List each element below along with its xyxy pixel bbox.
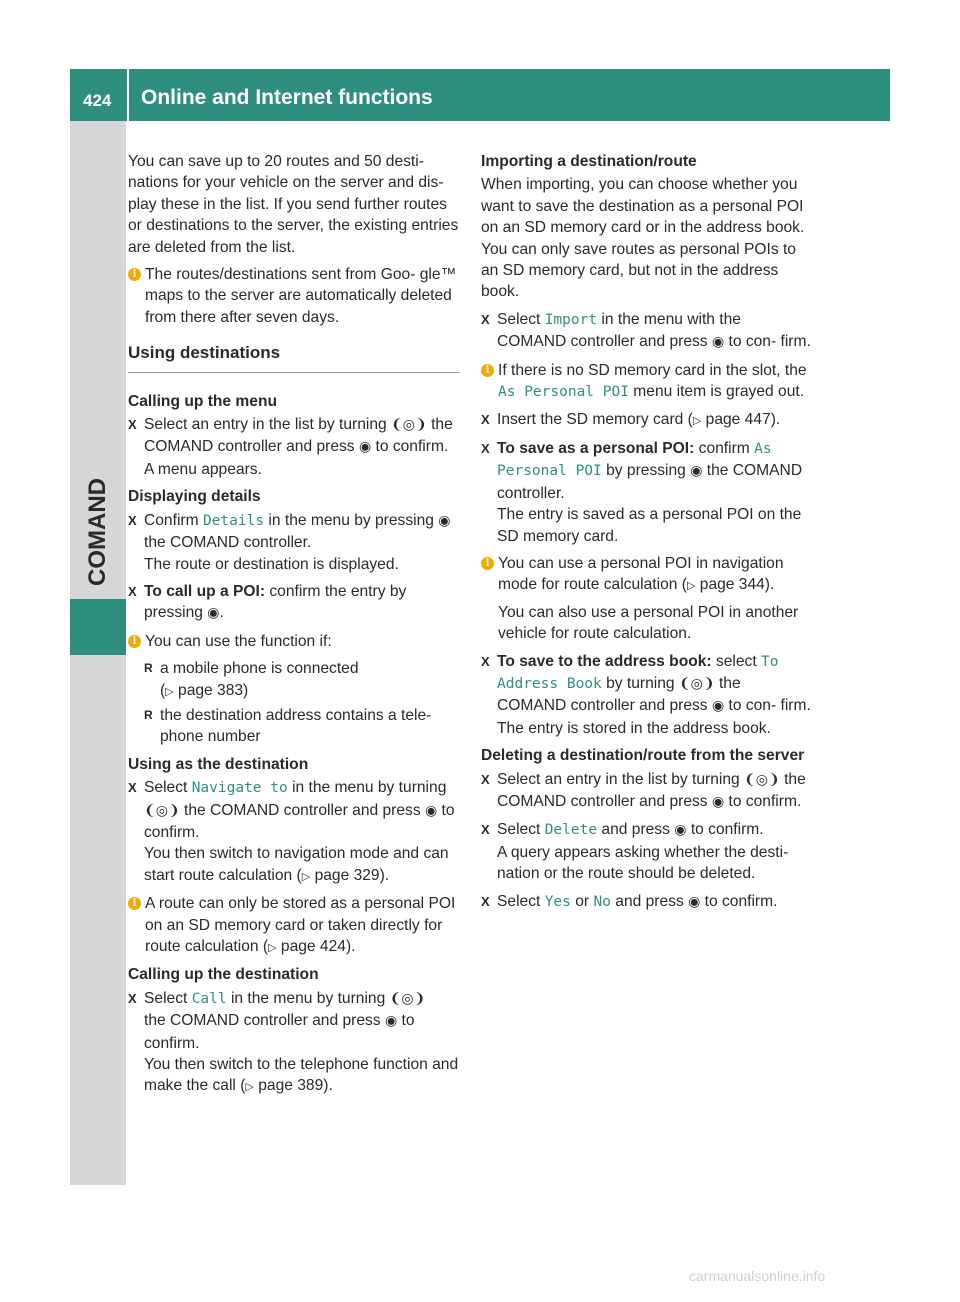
press-controller-icon: ◉	[711, 698, 725, 715]
left-column	[128, 151, 460, 1104]
step-text: confirm the entry by pressing	[144, 582, 407, 622]
step-text: by pressing	[606, 462, 686, 480]
step-text: Select	[144, 779, 188, 797]
instruction-step	[481, 891, 813, 913]
step-text: Confirm	[144, 511, 199, 529]
press-controller-icon: ◉	[690, 463, 703, 480]
step-text: the COMAND controller and press	[144, 416, 453, 456]
step-text: the COMAND controller.	[497, 462, 803, 502]
info-note	[481, 360, 813, 404]
press-controller-icon: ◉	[438, 512, 451, 529]
step-text: select	[715, 652, 757, 670]
instruction-step	[481, 769, 813, 814]
page-title: Online and Internet functions	[141, 86, 433, 109]
step-result: The entry is saved as a personal POI on the SD memory card.	[497, 506, 802, 545]
press-controller-icon: ◉	[688, 893, 701, 910]
instruction-step	[128, 777, 460, 887]
press-controller-icon: ◉	[424, 802, 438, 819]
instruction-step	[128, 581, 460, 625]
instruction-step	[481, 409, 813, 431]
info-text: You can use a personal POI in navigation mode for route calculation (	[498, 554, 784, 594]
step-result: The route or destination is displayed.	[144, 555, 399, 573]
info-icon: i	[481, 557, 494, 570]
step-text: in the menu by turning	[292, 779, 447, 797]
instruction-step	[128, 414, 460, 480]
step-text: to con- firm.	[728, 333, 811, 351]
turn-controller-icon: ❨◎❩	[391, 417, 427, 434]
subheading: Displaying details	[128, 488, 261, 506]
info-text: You can use the function if:	[145, 632, 332, 650]
menu-item-code: Call	[191, 990, 227, 1007]
instruction-step	[128, 510, 460, 575]
info-text: menu item is grayed out.	[633, 383, 805, 401]
step-text: to con- firm.	[728, 697, 811, 715]
bullet-item: R a mobile phone is connected (▷ page 383)	[144, 658, 460, 702]
menu-item-code: Navigate to	[191, 780, 288, 797]
page-reference: page 329).	[314, 866, 390, 884]
instruction-step	[481, 819, 813, 884]
step-text: the COMAND controller and press	[144, 1012, 381, 1030]
step-result: The entry is stored in the address book.	[497, 719, 771, 737]
footer-watermark: carmanualsonline.info	[689, 1268, 826, 1284]
page-ref-arrow-icon: ▷	[686, 579, 696, 593]
step-text: in the menu by pressing	[268, 511, 434, 529]
step-text: the COMAND controller and press	[497, 770, 806, 810]
step-text: to confirm.	[704, 892, 778, 910]
side-tab-marker	[70, 599, 126, 655]
info-text: A route can only be stored as a personal POI on an SD memory card or taken directly for route calculation (	[145, 895, 456, 955]
info-icon: i	[128, 268, 141, 281]
press-controller-icon: ◉	[384, 1013, 398, 1030]
step-bold-label: To call up a POI:	[144, 582, 266, 600]
subheading: Using as the destination	[128, 755, 309, 773]
step-text: to confirm.	[375, 438, 449, 456]
step-text: Select	[497, 310, 541, 328]
header-divider	[127, 69, 129, 121]
menu-item-code: As Personal POI	[498, 384, 629, 401]
step-text: or	[575, 892, 590, 910]
press-controller-icon: ◉	[207, 605, 220, 622]
step-text: by turning	[606, 674, 675, 692]
info-note	[128, 631, 460, 652]
step-text: and press	[601, 821, 670, 839]
turn-controller-icon: ❨◎❩	[144, 802, 180, 819]
page-reference: page 424).	[280, 938, 356, 955]
turn-controller-icon: ❨◎❩	[678, 675, 715, 692]
info-note	[128, 264, 460, 328]
bullet-item	[144, 705, 460, 748]
subheading: Calling up the destination	[128, 966, 319, 984]
body-paragraph: When importing, you can choose whether you want to save the destination as a personal POI on an SD memory card or in the address book. You can only save routes as personal POIs to an SD memory card, but not in the address book.	[481, 176, 805, 301]
menu-item-code: As Personal POI	[497, 440, 772, 480]
step-result: A menu appears.	[144, 460, 262, 478]
right-column	[481, 151, 813, 919]
page-reference: page 389).	[258, 1077, 333, 1095]
step-text: in the menu with the COMAND controller and press	[497, 310, 741, 351]
info-text: You can also use a personal POI in another vehicle for route calculation.	[498, 603, 799, 643]
page-ref-arrow-icon: ▷	[245, 1080, 254, 1094]
press-controller-icon: ◉	[711, 334, 725, 351]
page-number: 424	[83, 91, 112, 110]
info-icon: i	[481, 364, 494, 377]
step-text: Select an entry in the list by turning	[144, 416, 387, 434]
instruction-step	[481, 438, 813, 547]
step-text: the COMAND controller and press	[184, 801, 421, 819]
info-icon: i	[128, 897, 141, 910]
press-controller-icon: ◉	[358, 439, 372, 456]
page-ref-arrow-icon: ▷	[692, 414, 702, 428]
page-reference: page 383)	[178, 681, 249, 699]
step-text: Select an entry in the list by turning	[497, 770, 740, 788]
press-controller-icon: ◉	[711, 793, 725, 810]
step-text: Select	[497, 821, 541, 839]
menu-item-code: No	[593, 893, 611, 910]
step-text: in the menu by turning	[230, 989, 386, 1007]
subheading: Importing a destination/route	[481, 153, 697, 170]
step-text: Insert the SD memory card (	[497, 411, 693, 429]
step-bold-label: To save as a personal POI:	[497, 439, 695, 457]
step-text: .	[219, 604, 224, 622]
menu-item-code: Delete	[544, 822, 598, 839]
page-ref-arrow-icon: ▷	[165, 684, 174, 698]
page-reference: page 344).	[699, 576, 775, 594]
menu-item-code: Yes	[544, 893, 571, 910]
step-bold-label: To save to the address book:	[497, 652, 712, 670]
step-text: to confirm.	[144, 1012, 415, 1052]
intro-paragraph: You can save up to 20 routes and 50 desti- nations for your vehicle on the server and dis- play these in the list. If you send further routes or destinations to the server, the existing entries are deleted from the list.	[128, 153, 459, 256]
section-title: Using destinations	[128, 342, 460, 372]
menu-item-code: Details	[202, 512, 265, 529]
bullet-text: a mobile phone is connected	[160, 660, 359, 678]
turn-controller-icon: ❨◎❩	[389, 990, 426, 1007]
info-icon: i	[128, 635, 141, 648]
press-controller-icon: ◉	[674, 822, 687, 839]
menu-item-code: To Address Book	[497, 653, 779, 692]
instruction-step	[481, 309, 813, 354]
step-text: Select	[144, 989, 188, 1007]
info-text: If there is no SD memory card in the slot, the	[498, 361, 807, 379]
step-text: to confirm.	[144, 801, 455, 841]
instruction-step	[128, 988, 460, 1098]
page-ref-arrow-icon: ▷	[301, 869, 311, 883]
step-text: and press	[615, 892, 684, 910]
info-note	[481, 553, 813, 645]
page-reference: page 447).	[705, 411, 781, 429]
step-text: to confirm.	[728, 792, 802, 810]
step-result: A query appears asking whether the desti- nation or the route should be deleted.	[497, 843, 789, 883]
subheading: Calling up the menu	[128, 392, 278, 410]
menu-item-code: Import	[544, 311, 598, 328]
step-text: the COMAND controller.	[144, 534, 312, 552]
page-ref-arrow-icon: ▷	[268, 941, 277, 954]
info-note	[128, 893, 460, 958]
step-result: You then switch to navigation mode and can start route calculation (	[144, 845, 449, 884]
info-text: The routes/destinations sent from Goo- gle™ maps to the server are automatically deleted from there after seven days.	[145, 266, 457, 326]
turn-controller-icon: ❨◎❩	[744, 771, 780, 788]
step-text: to confirm.	[690, 821, 764, 839]
step-result: You then switch to the telephone function and make the call (	[144, 1056, 459, 1095]
side-tab-label: COMAND	[84, 478, 111, 586]
bullet-text: the destination address contains a tele- phone number	[160, 706, 432, 746]
instruction-step	[481, 651, 813, 740]
step-text: confirm	[698, 439, 750, 457]
subheading: Deleting a destination/route from the server	[481, 747, 805, 765]
step-text: Select	[497, 892, 541, 910]
step-text: the COMAND controller and press	[497, 674, 741, 715]
